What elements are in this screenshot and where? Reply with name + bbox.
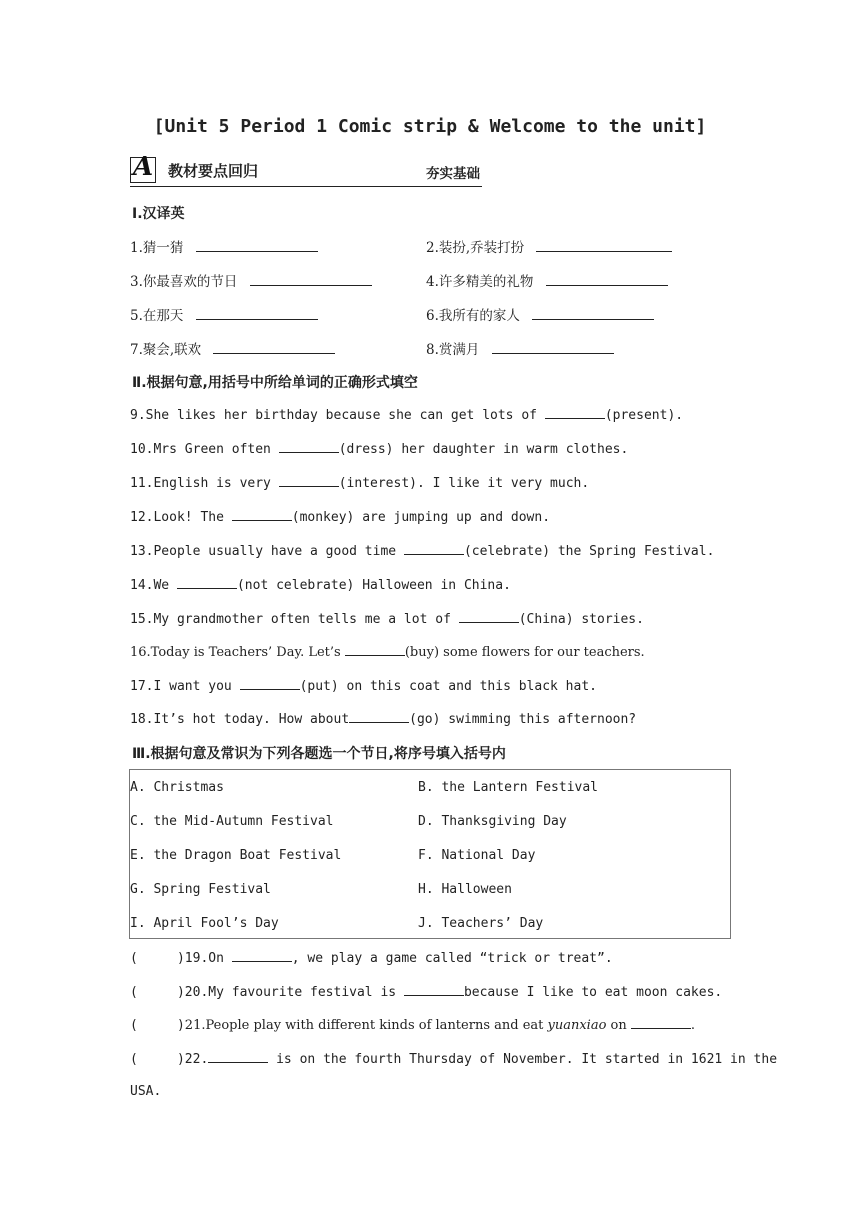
item-hint: (China) stories. xyxy=(518,612,644,627)
item-hint: (not celebrate) Halloween in China. xyxy=(236,578,511,593)
item-text-end: . xyxy=(690,1018,696,1033)
choice-item-22-continued: USA. xyxy=(130,1084,162,1099)
translate-item-7 xyxy=(130,338,335,358)
section-banner xyxy=(130,152,482,187)
option-g: G. Spring Festival xyxy=(130,882,271,897)
item-hint: (present). xyxy=(604,408,684,423)
item-hint: (celebrate) the Spring Festival. xyxy=(463,544,715,559)
answer-blank[interactable] xyxy=(545,406,605,419)
item-hint: (buy) some flowers for our teachers. xyxy=(404,645,645,660)
answer-blank[interactable] xyxy=(208,1050,268,1063)
item-text-mid: on xyxy=(606,1018,631,1033)
option-h: H. Halloween xyxy=(418,882,512,897)
option-j: J. Teachers’ Day xyxy=(418,916,544,931)
answer-blank[interactable] xyxy=(536,239,672,252)
item-text: 12.Look! The xyxy=(130,510,232,525)
answer-blank[interactable] xyxy=(250,273,372,286)
option-d: D. Thanksgiving Day xyxy=(418,814,567,829)
fill-item-12 xyxy=(130,508,550,525)
fill-item-15 xyxy=(130,610,644,627)
answer-blank[interactable] xyxy=(546,273,668,286)
item-text: 17.I want you xyxy=(130,679,240,694)
item-text: 13.People usually have a good time xyxy=(130,544,404,559)
fill-item-17 xyxy=(130,677,597,694)
answer-blank[interactable] xyxy=(404,983,464,996)
item-text: 3.你最喜欢的节日 xyxy=(130,274,238,290)
translate-item-5 xyxy=(130,304,318,324)
answer-parentheses[interactable]: ( ) xyxy=(130,1052,185,1067)
answer-blank[interactable] xyxy=(349,710,409,723)
fill-item-11 xyxy=(130,474,589,491)
option-f: F. National Day xyxy=(418,848,536,863)
item-text: 15.My grandmother often tells me a lot of xyxy=(130,612,459,627)
answer-parentheses[interactable]: ( ) xyxy=(130,951,185,966)
item-text: 19.On xyxy=(184,951,232,966)
festival-options-box xyxy=(129,769,731,939)
option-c: C. the Mid-Autumn Festival xyxy=(130,814,334,829)
banner-underline xyxy=(130,186,482,187)
item-hint: (go) swimming this afternoon? xyxy=(409,712,637,727)
item-text: 2.装扮,乔装打扮 xyxy=(426,240,525,256)
item-text: 20.My favourite festival is xyxy=(184,985,404,1000)
option-b: B. the Lantern Festival xyxy=(418,780,599,795)
answer-parentheses[interactable]: ( ) xyxy=(130,1018,185,1033)
banner-title: 教材要点回归 xyxy=(168,162,259,180)
item-text: 14.We xyxy=(130,578,177,593)
item-text-end: because I like to eat moon cakes. xyxy=(463,985,723,1000)
answer-blank[interactable] xyxy=(404,542,464,555)
item-text-end: is on the fourth Thursday of November. It started in 1621 in the xyxy=(268,1052,778,1067)
fill-item-18 xyxy=(130,710,636,727)
choice-item-22 xyxy=(130,1050,777,1067)
answer-blank[interactable] xyxy=(532,307,654,320)
fill-item-14 xyxy=(130,576,511,593)
item-text: 11.English is very xyxy=(130,476,279,491)
section-1-heading: Ⅰ.汉译英 xyxy=(132,206,185,222)
fill-item-13 xyxy=(130,542,714,559)
item-hint: (put) on this coat and this black hat. xyxy=(299,679,597,694)
item-text: 21.People play with different kinds of lanterns and eat xyxy=(184,1018,548,1033)
page-title: [Unit 5 Period 1 Comic strip & Welcome to the unit] xyxy=(153,116,707,137)
item-italic-word: yuanxiao xyxy=(547,1018,607,1033)
item-hint: (dress) her daughter in warm clothes. xyxy=(338,442,629,457)
translate-item-1 xyxy=(130,236,318,256)
translate-item-4 xyxy=(426,270,668,290)
item-text: 5.在那天 xyxy=(130,308,184,324)
section-2-heading: Ⅱ.根据句意,用括号中所给单词的正确形式填空 xyxy=(132,375,418,391)
translate-item-8 xyxy=(426,338,614,358)
choice-item-21 xyxy=(130,1016,695,1033)
item-hint: (interest). I like it very much. xyxy=(338,476,590,491)
banner-logo-letter: A xyxy=(133,152,154,182)
choice-item-19 xyxy=(130,949,613,966)
option-i: I. April Fool’s Day xyxy=(130,916,279,931)
answer-blank[interactable] xyxy=(240,677,300,690)
item-text: 6.我所有的家人 xyxy=(426,308,520,324)
answer-blank[interactable] xyxy=(345,643,405,656)
answer-blank[interactable] xyxy=(232,949,292,962)
item-text: 10.Mrs Green often xyxy=(130,442,279,457)
section-3-heading: Ⅲ.根据句意及常识为下列各题选一个节日,将序号填入括号内 xyxy=(132,746,506,762)
answer-blank[interactable] xyxy=(232,508,292,521)
banner-subtitle: 夯实基础 xyxy=(426,166,480,182)
answer-blank[interactable] xyxy=(196,307,318,320)
answer-blank[interactable] xyxy=(279,440,339,453)
answer-blank[interactable] xyxy=(196,239,318,252)
item-text: 4.许多精美的礼物 xyxy=(426,274,534,290)
translate-item-2 xyxy=(426,236,672,256)
option-a: A. Christmas xyxy=(130,780,224,795)
fill-item-16 xyxy=(130,643,645,660)
option-e: E. the Dragon Boat Festival xyxy=(130,848,342,863)
item-text-end: , we play a game called “trick or treat”. xyxy=(291,951,613,966)
answer-blank[interactable] xyxy=(492,341,614,354)
fill-item-9 xyxy=(130,406,683,423)
answer-blank[interactable] xyxy=(459,610,519,623)
item-text: 22. xyxy=(184,1052,209,1067)
answer-blank[interactable] xyxy=(177,576,237,589)
answer-blank[interactable] xyxy=(213,341,335,354)
translate-item-6 xyxy=(426,304,654,324)
item-text: 8.赏满月 xyxy=(426,342,480,358)
item-text: 16.Today is Teachers’ Day. Let’s xyxy=(130,645,345,660)
fill-item-10 xyxy=(130,440,628,457)
answer-parentheses[interactable]: ( ) xyxy=(130,985,185,1000)
item-hint: (monkey) are jumping up and down. xyxy=(291,510,551,525)
answer-blank[interactable] xyxy=(279,474,339,487)
translate-item-3 xyxy=(130,270,372,290)
item-text: 9.She likes her birthday because she can get lots of xyxy=(130,408,545,423)
choice-item-20 xyxy=(130,983,722,1000)
item-text: 1.猜一猜 xyxy=(130,240,184,256)
item-text: 18.It’s hot today. How about xyxy=(130,712,350,727)
answer-blank[interactable] xyxy=(631,1016,691,1029)
item-text: 7.聚会,联欢 xyxy=(130,342,202,358)
